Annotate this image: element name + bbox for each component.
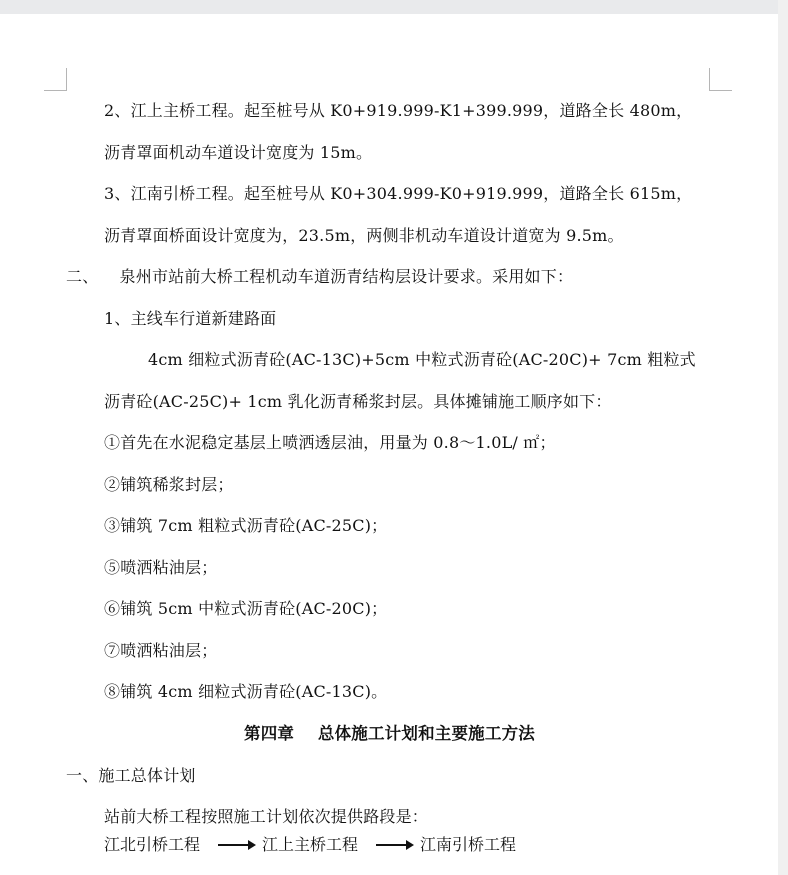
paragraph-line: 4cm 细粒式沥青砼(AC-13C)+5cm 中粒式沥青砼(AC-20C)+ 7cm 粗粒式	[148, 350, 696, 369]
flow-step-2: 江上主桥工程	[262, 835, 359, 854]
list-item: ⑥铺筑 5cm 中粒式沥青砼(AC-20C)；	[104, 599, 388, 618]
right-arrow-icon	[376, 844, 412, 846]
vertical-scrollbar[interactable]	[778, 0, 788, 875]
section-heading: 一、施工总体计划	[66, 766, 196, 785]
construction-flow	[104, 835, 516, 855]
list-item: ③铺筑 7cm 粗粒式沥青砼(AC-25C)；	[104, 516, 388, 535]
paragraph-line: 沥青砼(AC-25C)+ 1cm 乳化沥青稀浆封层。具体摊铺施工顺序如下：	[104, 392, 612, 411]
right-arrow-icon	[218, 844, 254, 846]
paragraph-line: 3、江南引桥工程。起至桩号从 K0+304.999-K0+919.999，道路全长 615m，	[104, 184, 693, 203]
margin-corner-mark-left	[44, 68, 67, 91]
flow-step-1: 江北引桥工程	[104, 835, 201, 854]
list-item: ①首先在水泥稳定基层上喷洒透层油，用量为 0.8～1.0L/ ㎡；	[104, 433, 556, 452]
list-item: ⑤喷洒粘油层；	[104, 558, 218, 577]
paragraph-line: 站前大桥工程按照施工计划依次提供路段是：	[104, 807, 429, 826]
list-item: ②铺筑稀浆封层；	[104, 475, 234, 494]
paragraph-line: 沥青罩面机动车道设计宽度为 15m。	[104, 143, 373, 162]
list-item: ⑧铺筑 4cm 细粒式沥青砼(AC-13C)。	[104, 682, 388, 701]
paragraph-line: 沥青罩面桥面设计宽度为，23.5m，两侧非机动车道设计道宽为 9.5m。	[104, 226, 624, 245]
paragraph-line: 2、江上主桥工程。起至桩号从 K0+919.999-K1+399.999，道路全长 480m，	[104, 101, 693, 120]
margin-corner-mark-right	[709, 68, 732, 91]
paragraph-line: 二、 泉州市站前大桥工程机动车道沥青结构层设计要求。采用如下：	[66, 267, 574, 286]
list-item: ⑦喷洒粘油层；	[104, 641, 218, 660]
flow-step-3: 江南引桥工程	[420, 835, 517, 854]
chapter-heading: 第四章 总体施工计划和主要施工方法	[244, 724, 535, 743]
paragraph-line: 1、主线车行道新建路面	[104, 309, 277, 328]
